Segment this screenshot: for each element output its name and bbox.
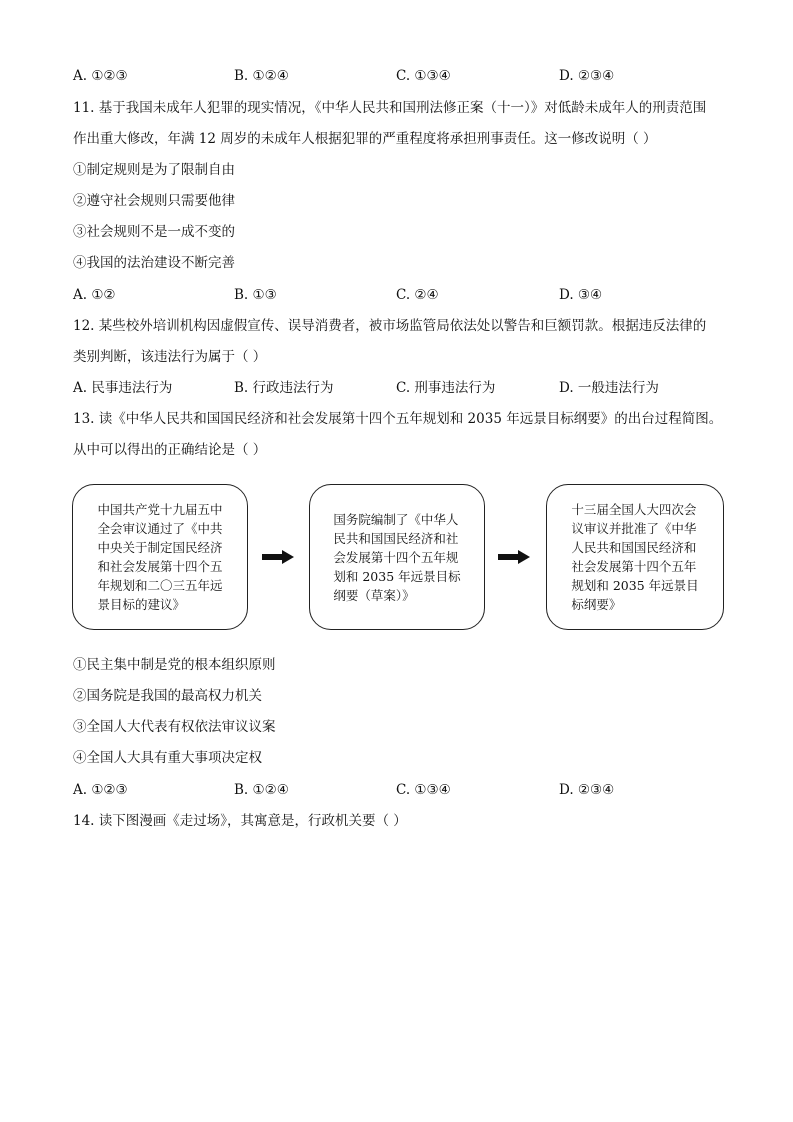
q10-option-a[interactable]: A. ①②③ <box>73 68 128 84</box>
q11-stem-line-1: 11. 基于我国未成年人犯罪的现实情况，《中华人民共和国刑法修正案（十一）》对低龄未成年人的刑责范围 <box>73 100 707 116</box>
flow-box-party-plenum <box>72 484 248 630</box>
q11-option-a[interactable]: A. ①② <box>73 287 116 303</box>
q13-statement-2: ②国务院是我国的最高权力机关 <box>73 688 262 704</box>
q11-statement-1: ①制定规则是为了限制自由 <box>73 162 235 178</box>
q10-options <box>73 66 713 86</box>
q11-statement-2: ②遵守社会规则只需要他律 <box>73 193 235 209</box>
q13-stem-line-2: 从中可以得出的正确结论是（ ） <box>73 442 267 458</box>
q11-statement-4: ④我国的法治建设不断完善 <box>73 255 235 271</box>
q10-option-d[interactable]: D. ②③④ <box>559 68 615 84</box>
q12-option-c[interactable]: C. 刑事违法行为 <box>396 380 496 396</box>
q11-option-b[interactable]: B. ①③ <box>234 287 277 303</box>
q11-statement-3: ③社会规则不是一成不变的 <box>73 224 235 240</box>
flow-box-npc-approval-text: 十三届全国人大四次会 议审议并批准了《中华 人民共和国国民经济和 社会发展第十四个五年 规划和 2035 年远景目 标纲要》 <box>571 502 699 612</box>
q13-statement-1: ①民主集中制是党的根本组织原则 <box>73 657 276 673</box>
q13-option-a[interactable]: A. ①②③ <box>73 782 128 798</box>
flow-arrow-2-icon <box>498 550 530 564</box>
q12-option-d[interactable]: D. 一般违法行为 <box>559 380 659 396</box>
q13-statement-3: ③全国人大代表有权依法审议议案 <box>73 719 276 735</box>
q13-options <box>73 780 713 800</box>
q12-stem-line-1: 12. 某些校外培训机构因虚假宣传、误导消费者，被市场监管局依法处以警告和巨额罚款。根据违反法律的 <box>73 318 707 334</box>
flow-box-state-council <box>309 484 485 630</box>
flow-arrow-1-icon <box>262 550 294 564</box>
q12-option-a[interactable]: A. 民事违法行为 <box>73 380 173 396</box>
q13-option-c[interactable]: C. ①③④ <box>396 782 451 798</box>
flow-box-npc-approval <box>546 484 724 630</box>
q13-statement-4: ④全国人大具有重大事项决定权 <box>73 750 262 766</box>
q10-option-b[interactable]: B. ①②④ <box>234 68 289 84</box>
q10-option-c[interactable]: C. ①③④ <box>396 68 451 84</box>
q13-option-d[interactable]: D. ②③④ <box>559 782 615 798</box>
q13-stem-line-1: 13. 读《中华人民共和国国民经济和社会发展第十四个五年规划和 2035 年远景目标纲要》的出台过程简图。 <box>73 411 723 427</box>
q12-options <box>73 378 713 398</box>
q13-option-b[interactable]: B. ①②④ <box>234 782 289 798</box>
flow-box-state-council-text: 国务院编制了《中华人 民共和国国民经济和社 会发展第十四个五年规 划和 2035 年远景目标 纲要（草案）》 <box>333 511 461 603</box>
q11-stem-line-2: 作出重大修改，年满 12 周岁的未成年人根据犯罪的严重程度将承担刑事责任。这一修改说明（ ） <box>73 131 657 147</box>
q12-option-b[interactable]: B. 行政违法行为 <box>234 380 334 396</box>
flow-box-party-plenum-text: 中国共产党十九届五中 全会审议通过了《中共 中央关于制定国民经济 和社会发展第十四个五 年规划和二〇三五年远 景目标的建议》 <box>97 502 223 612</box>
q11-option-d[interactable]: D. ③④ <box>559 287 603 303</box>
q11-options <box>73 285 713 305</box>
q14-stem: 14. 读下图漫画《走过场》，其寓意是，行政机关要（ ） <box>73 813 407 829</box>
q12-stem-line-2: 类别判断，该违法行为属于（ ） <box>73 349 267 365</box>
q11-option-c[interactable]: C. ②④ <box>396 287 439 303</box>
